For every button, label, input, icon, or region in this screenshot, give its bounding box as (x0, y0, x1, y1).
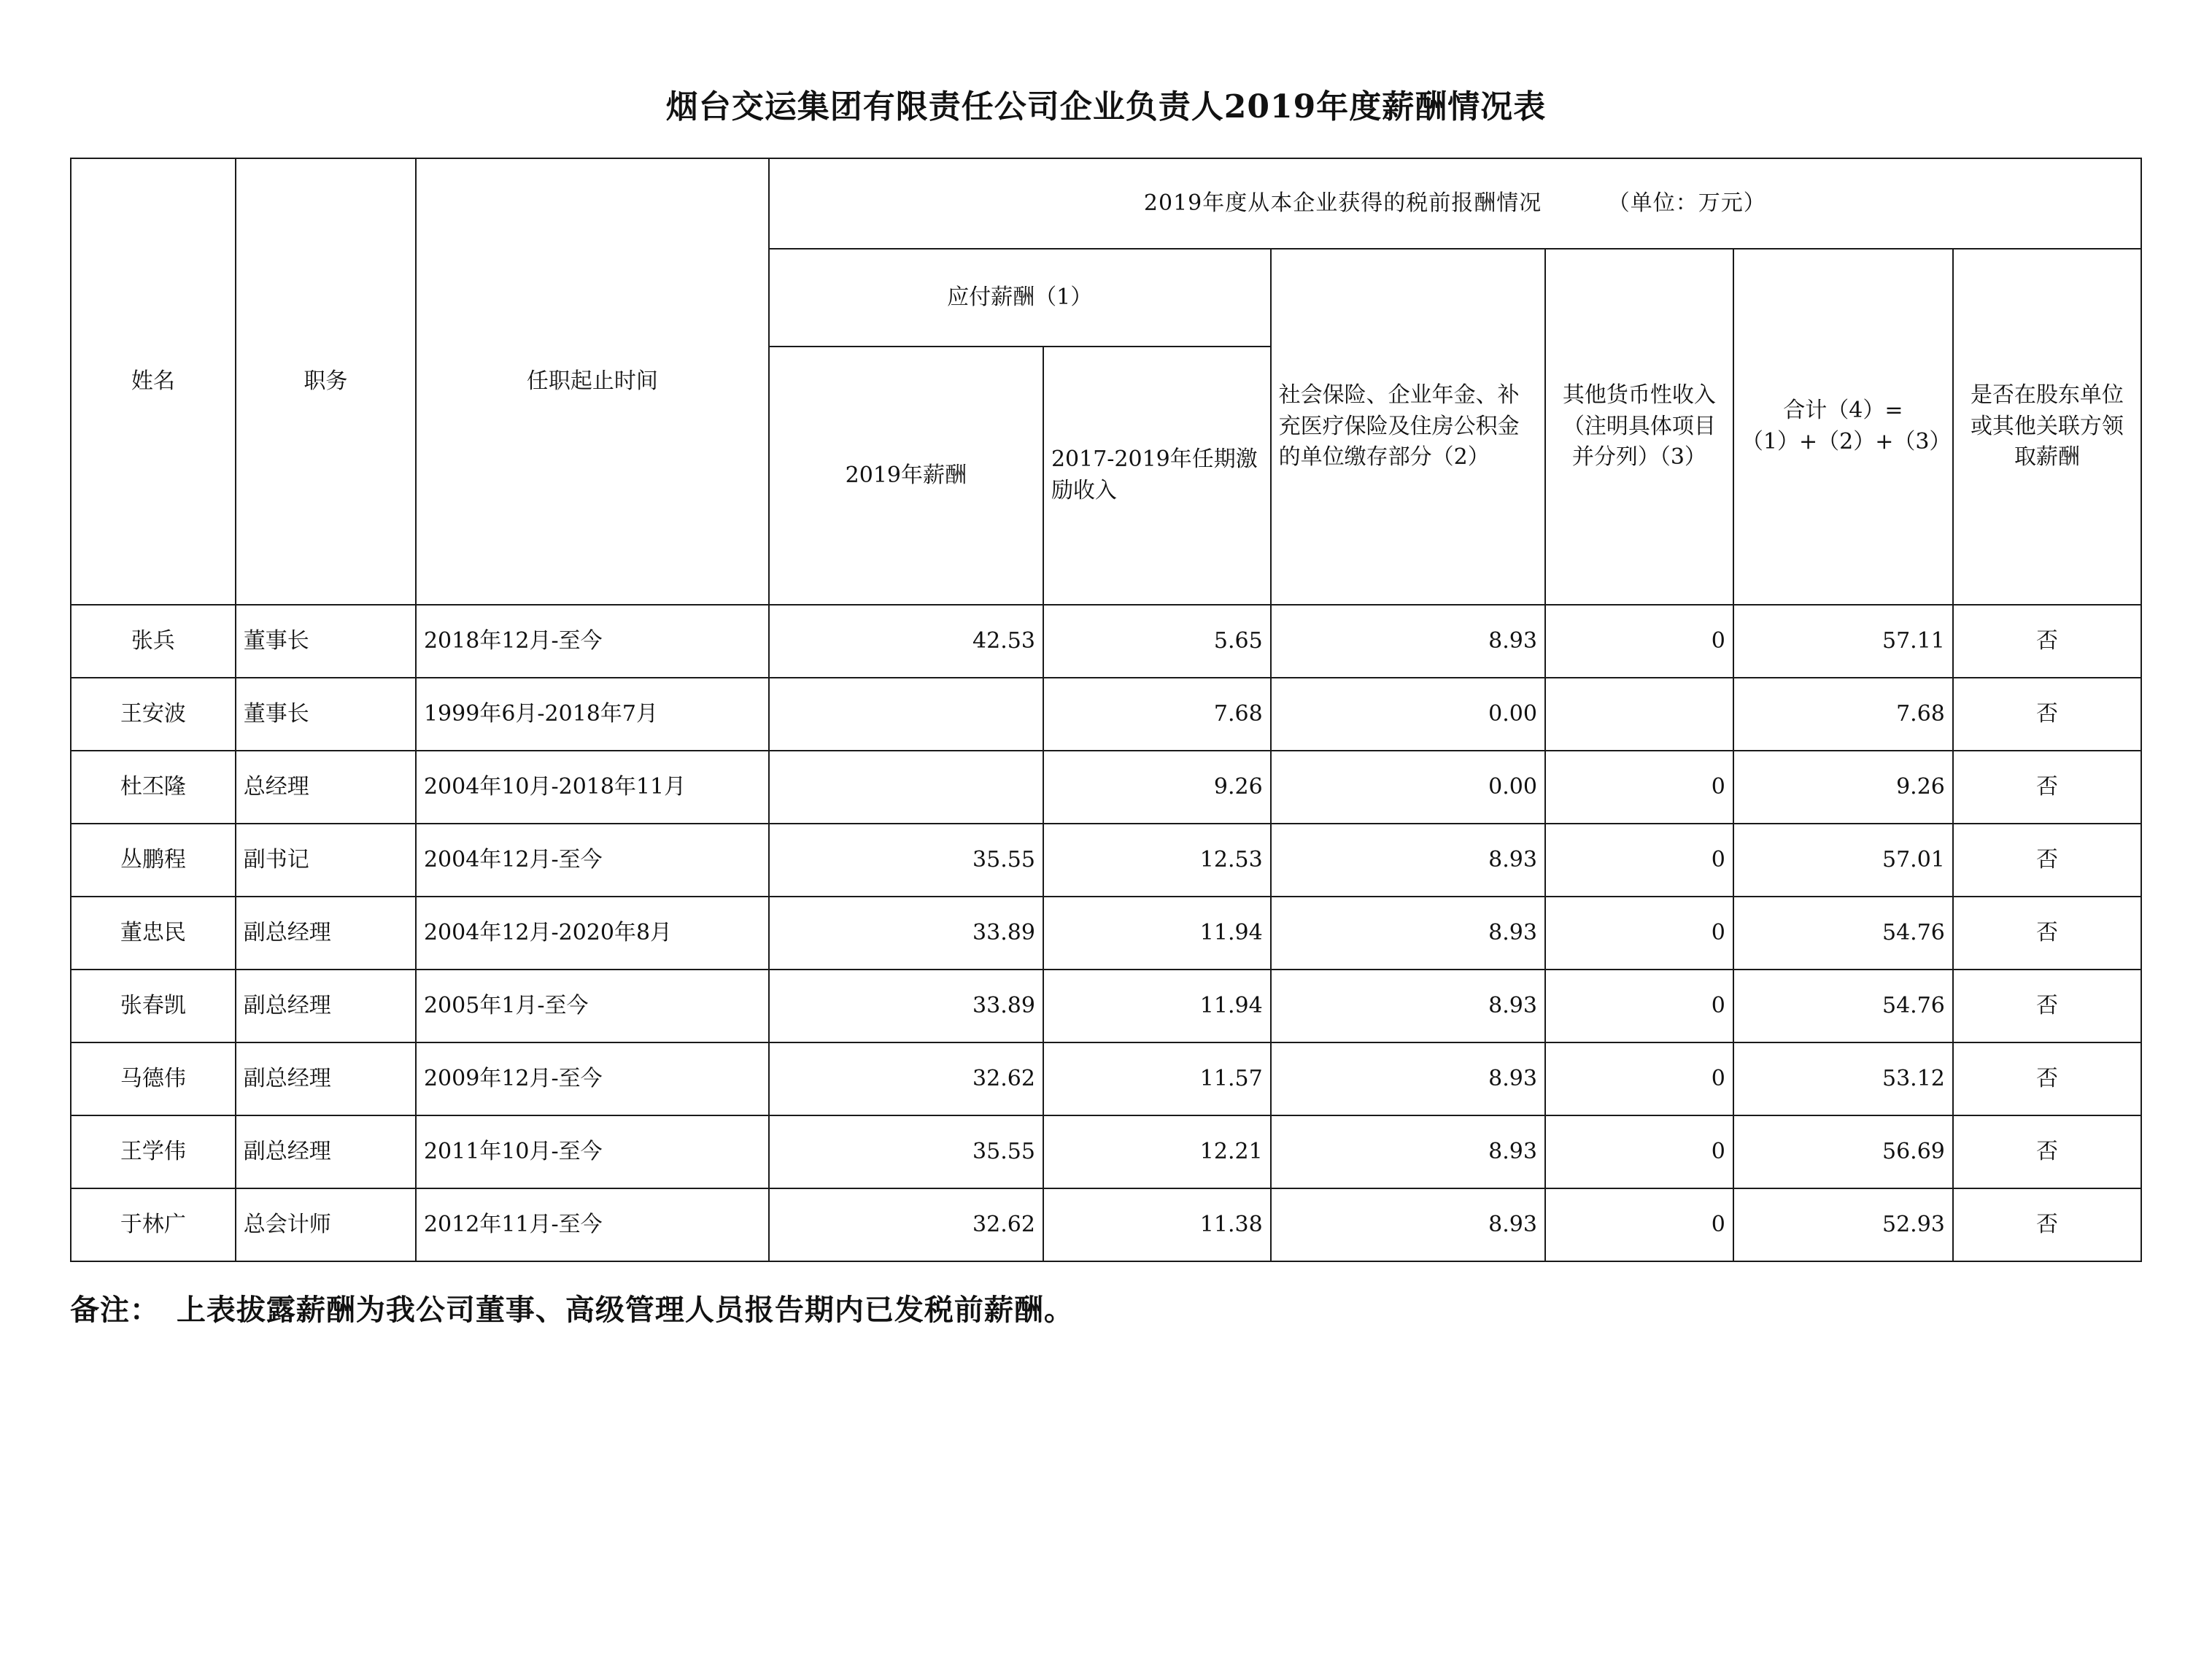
cell-name: 丛鹏程 (71, 824, 236, 897)
cell-related-party: 否 (1953, 970, 2141, 1042)
cell-total: 54.76 (1733, 897, 1953, 970)
cell-other-income: 0 (1545, 1188, 1733, 1261)
cell-total: 52.93 (1733, 1188, 1953, 1261)
cell-post: 董事长 (236, 605, 416, 678)
cell-post: 总经理 (236, 751, 416, 824)
cell-social: 8.93 (1271, 1042, 1545, 1115)
cell-incentive: 12.21 (1043, 1115, 1271, 1188)
cell-post: 总会计师 (236, 1188, 416, 1261)
header-cell-group-payable (769, 249, 1271, 347)
header-cell-other-income (1545, 249, 1733, 605)
cell-social: 0.00 (1271, 678, 1545, 751)
cell-salary-2019: 42.53 (769, 605, 1043, 678)
cell-term: 2012年11月-至今 (416, 1188, 769, 1261)
header-label-related-party: 是否在股东单位或其他关联方领取薪酬 (1970, 382, 2124, 471)
salary-table-container (70, 158, 2142, 1262)
cell-term: 2004年12月-至今 (416, 824, 769, 897)
cell-incentive: 5.65 (1043, 605, 1271, 678)
cell-post: 副总经理 (236, 1115, 416, 1188)
cell-name: 张兵 (71, 605, 236, 678)
header-cell-social (1271, 249, 1545, 605)
cell-related-party: 否 (1953, 605, 2141, 678)
cell-social: 8.93 (1271, 824, 1545, 897)
table-row (71, 1188, 2141, 1261)
footnote-text: 上表拔露薪酬为我公司董事、高级管理人员报告期内已发税前薪酬。 (176, 1293, 1074, 1327)
cell-incentive: 9.26 (1043, 751, 1271, 824)
cell-name: 杜丕隆 (71, 751, 236, 824)
page-title: 烟台交运集团有限责任公司企业负责人2019年度薪酬情况表 (665, 88, 1547, 125)
header-cell-incentive (1043, 347, 1271, 605)
footnote (70, 1287, 2212, 1328)
cell-incentive: 11.94 (1043, 897, 1271, 970)
cell-salary-2019: 32.62 (769, 1042, 1043, 1115)
cell-social: 8.93 (1271, 970, 1545, 1042)
cell-term: 2004年12月-2020年8月 (416, 897, 769, 970)
cell-incentive: 12.53 (1043, 824, 1271, 897)
cell-total: 57.11 (1733, 605, 1953, 678)
header-label-group-payable: 应付薪酬（1） (947, 284, 1093, 310)
cell-term: 2011年10月-至今 (416, 1115, 769, 1188)
cell-post: 董事长 (236, 678, 416, 751)
cell-total: 53.12 (1733, 1042, 1953, 1115)
cell-other-income: 0 (1545, 605, 1733, 678)
footnote-label: 备注： (70, 1293, 160, 1327)
header-cell-group-pretax (769, 158, 2141, 249)
cell-name: 王安波 (71, 678, 236, 751)
cell-social: 8.93 (1271, 897, 1545, 970)
header-cell-term (416, 158, 769, 605)
cell-term: 2004年10月-2018年11月 (416, 751, 769, 824)
cell-post: 副总经理 (236, 897, 416, 970)
cell-incentive: 11.57 (1043, 1042, 1271, 1115)
cell-other-income (1545, 678, 1733, 751)
cell-related-party: 否 (1953, 1188, 2141, 1261)
cell-term: 1999年6月-2018年7月 (416, 678, 769, 751)
header-cell-related-party (1953, 249, 2141, 605)
cell-related-party: 否 (1953, 1042, 2141, 1115)
header-cell-total (1733, 249, 1953, 605)
cell-other-income: 0 (1545, 970, 1733, 1042)
cell-salary-2019 (769, 751, 1043, 824)
cell-other-income: 0 (1545, 1042, 1733, 1115)
cell-total: 7.68 (1733, 678, 1953, 751)
cell-salary-2019 (769, 678, 1043, 751)
header-label-post: 职务 (303, 368, 348, 394)
header-cell-name (71, 158, 236, 605)
header-cell-salary-2019 (769, 347, 1043, 605)
header-label-other-income: 其他货币性收入（注明具体项目并分列）（3） (1562, 382, 1716, 471)
cell-social: 8.93 (1271, 605, 1545, 678)
header-label-incentive: 2017-2019年任期激励收入 (1051, 446, 1258, 503)
table-row (71, 1042, 2141, 1115)
cell-salary-2019: 33.89 (769, 897, 1043, 970)
cell-salary-2019: 35.55 (769, 1115, 1043, 1188)
cell-related-party: 否 (1953, 751, 2141, 824)
cell-total: 57.01 (1733, 824, 1953, 897)
cell-term: 2018年12月-至今 (416, 605, 769, 678)
cell-other-income: 0 (1545, 897, 1733, 970)
cell-salary-2019: 35.55 (769, 824, 1043, 897)
table-row (71, 1115, 2141, 1188)
cell-social: 8.93 (1271, 1115, 1545, 1188)
cell-incentive: 11.38 (1043, 1188, 1271, 1261)
cell-post: 副总经理 (236, 970, 416, 1042)
header-label-name: 姓名 (131, 368, 175, 394)
cell-incentive: 11.94 (1043, 970, 1271, 1042)
cell-total: 9.26 (1733, 751, 1953, 824)
document-page (0, 80, 2212, 1656)
cell-social: 0.00 (1271, 751, 1545, 824)
cell-total: 56.69 (1733, 1115, 1953, 1188)
table-row (71, 605, 2141, 678)
header-label-social: 社会保险、企业年金、补充医疗保险及住房公积金的单位缴存部分（2） (1278, 382, 1520, 471)
cell-salary-2019: 33.89 (769, 970, 1043, 1042)
table-body (71, 605, 2141, 1261)
table-row (71, 897, 2141, 970)
cell-related-party: 否 (1953, 824, 2141, 897)
table-row (71, 824, 2141, 897)
table-header (71, 158, 2141, 605)
cell-name: 马德伟 (71, 1042, 236, 1115)
cell-term: 2009年12月-至今 (416, 1042, 769, 1115)
header-label-total: 合计（4）=（1）+（2）+（3） (1741, 398, 1952, 454)
cell-post: 副书记 (236, 824, 416, 897)
cell-other-income: 0 (1545, 751, 1733, 824)
header-label-salary-2019: 2019年薪酬 (845, 462, 967, 488)
cell-other-income: 0 (1545, 1115, 1733, 1188)
header-cell-post (236, 158, 416, 605)
cell-name: 董忠民 (71, 897, 236, 970)
table-row (71, 678, 2141, 751)
cell-salary-2019: 32.62 (769, 1188, 1043, 1261)
cell-term: 2005年1月-至今 (416, 970, 769, 1042)
cell-social: 8.93 (1271, 1188, 1545, 1261)
cell-name: 张春凯 (71, 970, 236, 1042)
cell-post: 副总经理 (236, 1042, 416, 1115)
header-label-group-unit: （单位：万元） (1607, 190, 1766, 216)
table-header-row-group (71, 158, 2141, 249)
header-label-group-pretax: 2019年度从本企业获得的税前报酬情况 (1143, 190, 1542, 216)
table-row (71, 751, 2141, 824)
cell-name: 于林广 (71, 1188, 236, 1261)
header-label-term: 任职起止时间 (526, 368, 658, 394)
cell-related-party: 否 (1953, 1115, 2141, 1188)
cell-name: 王学伟 (71, 1115, 236, 1188)
salary-table (70, 158, 2142, 1262)
cell-related-party: 否 (1953, 897, 2141, 970)
cell-related-party: 否 (1953, 678, 2141, 751)
cell-incentive: 7.68 (1043, 678, 1271, 751)
cell-other-income: 0 (1545, 824, 1733, 897)
table-row (71, 970, 2141, 1042)
cell-total: 54.76 (1733, 970, 1953, 1042)
